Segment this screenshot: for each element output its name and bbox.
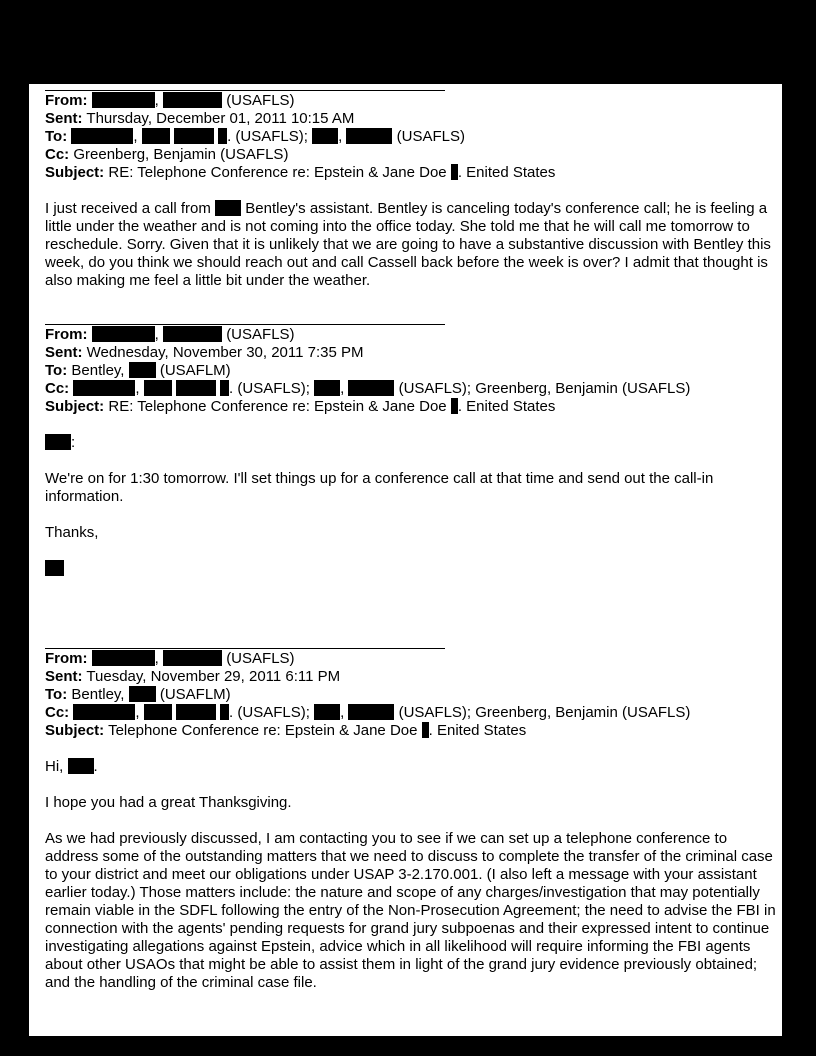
from-line: From: , (USAFLS)	[45, 92, 295, 109]
sent-line: Sent: Wednesday, November 30, 2011 7:35 PM	[45, 344, 364, 361]
redaction	[71, 128, 133, 144]
redaction	[312, 128, 338, 144]
redaction	[129, 362, 156, 378]
redaction	[129, 686, 156, 702]
redaction	[215, 200, 241, 216]
redaction	[73, 704, 135, 720]
redaction	[176, 380, 216, 396]
header-separator	[45, 648, 445, 649]
redaction	[68, 758, 94, 774]
subject-line: Subject: RE: Telephone Conference re: Epstein & Jane Doe . Enited States	[45, 164, 556, 181]
header-separator	[45, 90, 445, 91]
email-body: I just received a call from Bentley's assistant. Bentley is canceling today's conference call; he is feeling a little under the weather and is not coming into the office today. She told me that he will call me tomorrow to reschedule. Sorry. Given that it is unlikely that we are going to have a substantive discussion with Bentley this week, do you think we should reach out and call Cassell back before the week is over? I admit that thought is also making me feel a little bit under the weather.	[45, 200, 771, 289]
redaction	[73, 380, 135, 396]
redaction	[144, 380, 172, 396]
redaction	[163, 650, 222, 666]
redaction	[163, 92, 222, 108]
email-paragraph: As we had previously discussed, I am contacting you to see if we can set up a telephone conference to address some of the outstanding matters that we need to discuss to complete the transfer of the criminal case to your district and meet our obligations under USAP 3-2.170.001. (I also left a message with your assistant earlier today.) Those matters include: the nature and scope of any charges/investigation that may potentially remain viable in the SDFL following the entry of the Non-Prosecution Agreement; the need to advise the FBI in connection with the agents' pending requests for grand jury subpoenas and their expressed intent to continue investigating allegations against Epstein, advice which in all likelihood will require informing the FBI agents about other USAOs that might be able to assist them in light of the grand jury evidence previously obtained; and the handling of the criminal case file.	[45, 830, 776, 991]
redaction	[142, 128, 170, 144]
redaction	[174, 128, 214, 144]
sent-line: Sent: Thursday, December 01, 2011 10:15 AM	[45, 110, 355, 127]
redaction	[45, 560, 64, 576]
cc-line: Cc: Greenberg, Benjamin (USAFLS)	[45, 146, 289, 163]
redaction	[163, 326, 222, 342]
redaction	[451, 398, 458, 414]
redaction	[144, 704, 172, 720]
signoff: Thanks,	[45, 524, 99, 541]
redaction	[314, 704, 340, 720]
document-page	[29, 84, 782, 1036]
redaction	[348, 380, 394, 396]
header-separator	[45, 324, 445, 325]
redaction	[422, 722, 429, 738]
redaction	[348, 704, 394, 720]
greeting: Hi, .	[45, 758, 98, 775]
from-line: From: , (USAFLS)	[45, 326, 295, 343]
from-line: From: , (USAFLS)	[45, 650, 295, 667]
redaction	[45, 434, 71, 450]
cc-line: Cc: , . (USAFLS); , (USAFLS); Greenberg, Benjamin (USAFLS)	[45, 380, 691, 397]
greeting: :	[45, 434, 774, 452]
email-paragraph: I hope you had a great Thanksgiving.	[45, 794, 292, 811]
redaction	[346, 128, 392, 144]
redaction	[218, 128, 227, 144]
signature	[45, 560, 774, 578]
redaction	[314, 380, 340, 396]
redaction	[220, 380, 229, 396]
redaction	[92, 92, 155, 108]
cc-line: Cc: , . (USAFLS); , (USAFLS); Greenberg, Benjamin (USAFLS)	[45, 704, 691, 721]
redaction	[176, 704, 216, 720]
to-line: To: , . (USAFLS); , (USAFLS)	[45, 128, 465, 145]
redaction	[92, 650, 155, 666]
redaction	[220, 704, 229, 720]
email-body: We're on for 1:30 tomorrow. I'll set things up for a conference call at that time and send out the call-in information.	[45, 470, 714, 505]
redaction	[451, 164, 458, 180]
subject-line: Subject: Telephone Conference re: Epstein & Jane Doe . Enited States	[45, 722, 527, 739]
to-line: To: Bentley, (USAFLM)	[45, 686, 231, 703]
to-line: To: Bentley, (USAFLM)	[45, 362, 231, 379]
redaction	[92, 326, 155, 342]
sent-line: Sent: Tuesday, November 29, 2011 6:11 PM	[45, 668, 341, 685]
subject-line: Subject: RE: Telephone Conference re: Epstein & Jane Doe . Enited States	[45, 398, 556, 415]
